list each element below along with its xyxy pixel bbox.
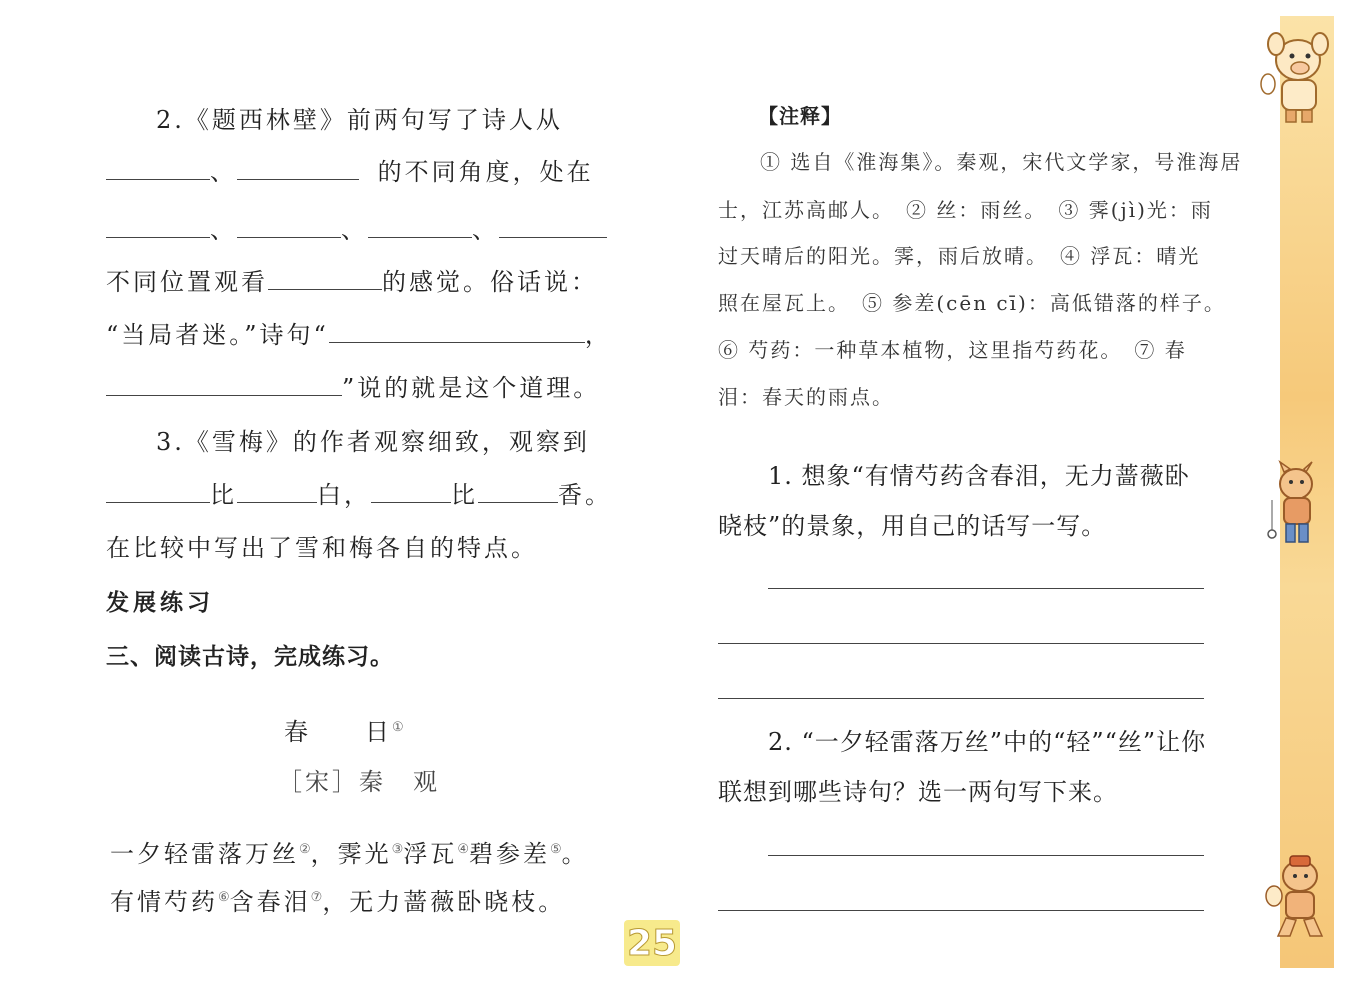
- q2-line5-a: “当局者迷。”诗句“: [106, 321, 329, 349]
- q2-line3: [106, 210, 607, 245]
- q3-line3: 在比较中写出了雪和梅各自的特点。: [106, 534, 538, 562]
- q2-line4-a: 不同位置观看: [106, 268, 268, 296]
- section-title: 发展练习: [106, 590, 214, 616]
- q2-line5: [106, 315, 612, 350]
- poem-author: ［宋］秦 观: [278, 768, 440, 796]
- separator: 、: [472, 216, 499, 244]
- separator: 、: [341, 216, 368, 244]
- pig-mascot-icon: [1256, 22, 1336, 126]
- q3-xiang: 香。: [558, 481, 612, 509]
- footnote-mark: ⑥: [218, 890, 230, 905]
- answer-blank[interactable]: [106, 482, 210, 503]
- q2-tail-text: 的不同角度，处在: [377, 158, 594, 186]
- answer-blank[interactable]: [106, 159, 210, 180]
- answer-blank[interactable]: [268, 269, 382, 290]
- answer-line[interactable]: [768, 855, 1204, 856]
- footnote-mark: ④: [457, 842, 469, 857]
- poem-title-text: 春 日: [284, 718, 392, 746]
- poem-line1: [110, 834, 589, 869]
- answer-line[interactable]: [718, 698, 1204, 699]
- q3-bi2: 比: [451, 481, 478, 509]
- answer-line[interactable]: [718, 910, 1204, 911]
- answer-blank[interactable]: [478, 482, 558, 503]
- footnote-mark: ⑦: [310, 890, 323, 905]
- poem-title: [284, 712, 404, 747]
- q3-line2: [106, 475, 612, 510]
- footnote-mark: ③: [391, 842, 404, 857]
- answer-blank[interactable]: [237, 217, 341, 238]
- left-column: [0, 0, 650, 984]
- q2-line4-b: 的感觉。俗话说：: [382, 268, 598, 296]
- q2-line2: [106, 152, 594, 187]
- part3-title: 三、阅读古诗，完成练习。: [106, 644, 394, 670]
- poem-text: 碧参差: [468, 840, 550, 868]
- note-line: ① 选自《淮海集》。秦观，宋代文学家，号淮海居: [760, 150, 1243, 174]
- q2-line6: [106, 368, 600, 403]
- q3-bi1: 比: [210, 481, 237, 509]
- note-line: 士，江苏高邮人。 ② 丝：雨丝。 ③ 霁(jì)光：雨: [718, 198, 1213, 222]
- answer-blank[interactable]: [106, 217, 210, 238]
- wolf-yoyo-mascot-icon: [1256, 460, 1326, 552]
- answer-blank[interactable]: [237, 482, 317, 503]
- q2-line4: [106, 262, 598, 297]
- note-line: ⑥ 芍药：一种草本植物，这里指芍药花。 ⑦ 春: [718, 338, 1187, 362]
- separator: 、: [210, 158, 237, 186]
- note-line: 泪：春天的雨点。: [718, 385, 894, 409]
- poem-text: 有情芍药: [110, 888, 218, 916]
- footnote-mark: ⑤: [549, 842, 562, 857]
- answer-blank[interactable]: [329, 322, 585, 343]
- separator: 、: [210, 216, 237, 244]
- poem-text: 浮瓦: [403, 840, 458, 868]
- rq1-line1: 1. 想象“有情芍药含春泪，无力蔷薇卧: [768, 462, 1190, 490]
- answer-line[interactable]: [718, 643, 1204, 644]
- rq2-line2: 联想到哪些诗句？选一两句写下来。: [718, 778, 1118, 806]
- answer-blank[interactable]: [237, 159, 359, 180]
- rq2-line1: 2. “一夕轻雷落万丝”中的“轻”“丝”让你: [768, 728, 1207, 756]
- poem-text: 一夕轻雷落万丝: [110, 840, 299, 868]
- poem-text: 。: [561, 840, 589, 868]
- wolf-mascot-icon: [1256, 852, 1336, 942]
- q2-line6-text: ”说的就是这个道理。: [342, 374, 601, 402]
- answer-blank[interactable]: [106, 375, 342, 396]
- q3-line1: 3.《雪梅》的作者观察细致，观察到: [156, 428, 590, 456]
- notes-title: 【注释】: [758, 104, 842, 128]
- note-line: 过天晴后的阳光。霁，雨后放晴。 ④ 浮瓦：晴光: [718, 244, 1201, 268]
- footnote-mark: ②: [299, 842, 311, 857]
- answer-blank[interactable]: [371, 482, 451, 503]
- answer-blank[interactable]: [499, 217, 607, 238]
- right-column: [680, 0, 1243, 984]
- poem-text: ，无力蔷薇卧晓枝。: [322, 888, 566, 916]
- poem-text: ，霁光: [310, 840, 392, 868]
- q2-line1: 2.《题西林壁》前两句写了诗人从: [156, 106, 563, 134]
- q3-bai: 白，: [317, 481, 371, 509]
- rq1-line2: 晓枝”的景象，用自己的话写一写。: [718, 512, 1107, 540]
- answer-blank[interactable]: [368, 217, 472, 238]
- q2-line5-b: ，: [584, 321, 612, 349]
- footnote-mark: ①: [392, 720, 404, 735]
- note-line: 照在屋瓦上。 ⑤ 参差(cēn cī)：高低错落的样子。: [718, 291, 1226, 315]
- page-number: 25: [624, 920, 680, 966]
- poem-line2: [110, 882, 565, 917]
- poem-text: 含春泪: [229, 888, 311, 916]
- answer-line[interactable]: [768, 588, 1204, 589]
